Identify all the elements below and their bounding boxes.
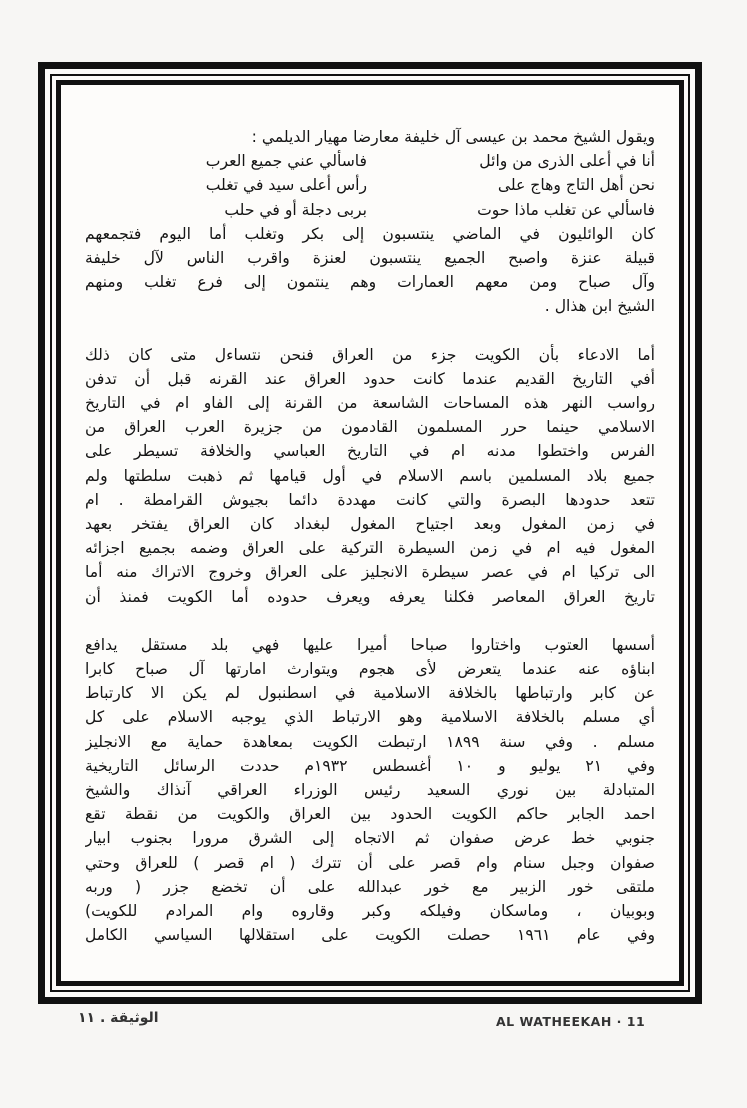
article-body (85, 125, 655, 959)
paragraph-line: كان الوائليون في الماضي ينتسبون إلى بكر وتغلب أما اليوم فتجمعهم (85, 224, 655, 243)
paragraph-line: الى تركيا ام في عصر سيطرة الانجليز على العراق وخروج الاتراك منه أما (85, 563, 655, 582)
paragraph-line: أفي التاريخ القديم عندما كانت حدود العراق عند القرنه قبل أن تدفن (85, 369, 655, 388)
paragraph-line: أي مسلم بالخلافة الاسلامية وهو الارتباط الذي يوجبه الاسلام على كل (85, 708, 655, 727)
paragraph-spacer (85, 609, 655, 633)
paragraph-line: وآل صباح ومن معهم العمارات وهم ينتمون إلى فرع تغلب ومنهم (85, 273, 655, 292)
paragraph-line: وبوبيان ، وماسكان وفيلكه وكبر وقاروه وام المرادم للكويت) (85, 902, 655, 921)
paragraph-line: ابناؤه عنه عندما يتعرض لأى هجوم ويتوارث امارتها آل صباح كابرا (85, 660, 655, 679)
paragraph-line: جنوبي خط عرض صفوان ثم الاتجاه إلى الشرق مرورا بجنوب ابيار (85, 829, 655, 848)
footer-page-label-latin: AL WATHEEKAH · 11 (496, 1014, 646, 1029)
verse-second-half: بربى دجلة أو في حلب (224, 200, 367, 219)
verse-first-half: نحن أهل التاج وهاج على (497, 176, 655, 195)
paragraph-line: احمد الجابر حاكم الكويت الحدود بين العراق والكويت من نقطة تقع (85, 805, 655, 824)
paragraph-line: الاسلامي حينما حرر المسلمون القادمون من جزيرة العرب العراق من (85, 418, 655, 437)
verse-second-half: رأس أعلى سيد في تغلب (205, 176, 367, 195)
paragraph-line: مسلم . وفي سنة ١٨٩٩ ارتبطت الكويت بمعاهدة حماية مع الانجليز (85, 732, 655, 751)
paragraph-line: صفوان وجبل سنام وام قصر على أن تترك ( ام قصر ) للعراق وحتي (85, 853, 655, 872)
paragraph-line: وفي ٢١ يوليو و ١٠ أغسطس ١٩٣٢م حددت الرسائل التاريخية (85, 756, 655, 775)
paragraph-line: أسسها العتوب واختاروا صباحا أميرا عليها فهي بلد مستقل يدافع (85, 635, 655, 654)
paragraph-spacer (85, 319, 655, 343)
verse-first-half: فاسألي عن تغلب ماذا حوت (477, 200, 655, 219)
paragraph-line: المغول فيه ام في زمن السيطرة التركية على العراق وضمه بجميع اجزائه (85, 539, 655, 558)
paragraph-line: جميع بلاد المسلمين باسم الاسلام في أول قيامها ثم ذهبت سلطتها ولم (85, 466, 655, 485)
paragraph-line: الفرس واختطوا مدنه ام في التاريخ العباسي والخلافة تسيطر على (85, 442, 655, 461)
page-border (38, 62, 702, 1004)
paragraph-line: في زمن المغول وبعد اجتياح المغول لبغداد كان العراق يفتخر بعهد (85, 515, 655, 534)
paragraph-line: الشيخ ابن هذال . (544, 297, 655, 316)
verse-second-half: فاسألي عني جميع العرب (205, 152, 367, 171)
paragraph-line: قبيلة عنزة واصبح الجميع ينتسبون لعنزة واقرب الناس لآل خليفة (85, 249, 655, 268)
poem-verse (85, 149, 655, 173)
inner-border (56, 80, 684, 986)
paragraph-line: تتعد حدودها البصرة والتي كانت مهددة دائما بجيوش القرامطة . ام (85, 490, 655, 509)
poem-verse (85, 198, 655, 222)
intro-line: ويقول الشيخ محمد بن عيسى آل خليفة معارضا مهيار الديلمي : (251, 128, 655, 146)
paragraph-line: تاريخ العراق المعاصر فكلنا يعرفه ويعرف حدوده أما الكويت فمنذ أن (85, 587, 655, 606)
paragraph-line: عن كابر وارتباطها بالخلافة الاسلامية في اسطنبول لم يكن الا كارتباط (85, 684, 655, 703)
verse-first-half: أنا في أعلى الذرى من وائل (479, 152, 655, 171)
paragraph-line: وفي عام ١٩٦١ حصلت الكويت على استقلالها السياسي الكامل (85, 926, 655, 945)
paragraph-line: ملتقى خور الزبير مع خور عبدالله على أن تخضع جزر ( وربه (85, 877, 655, 896)
paragraph-line: أما الادعاء بأن الكويت جزء من العراق فنحن نتساءل متى كان ذلك (85, 345, 655, 364)
paragraph-line: رواسب النهر هذه المساحات الشاسعة من القرنة إلى الفاو ام في التاريخ (85, 394, 655, 413)
paragraph-line: المتبادلة بين نوري السعيد رئيس الوزراء العراقي آنذاك والشيخ (85, 781, 655, 800)
footer-page-label-arabic: الوثيقة . ١١ (78, 1010, 159, 1026)
poem-verse (85, 173, 655, 197)
